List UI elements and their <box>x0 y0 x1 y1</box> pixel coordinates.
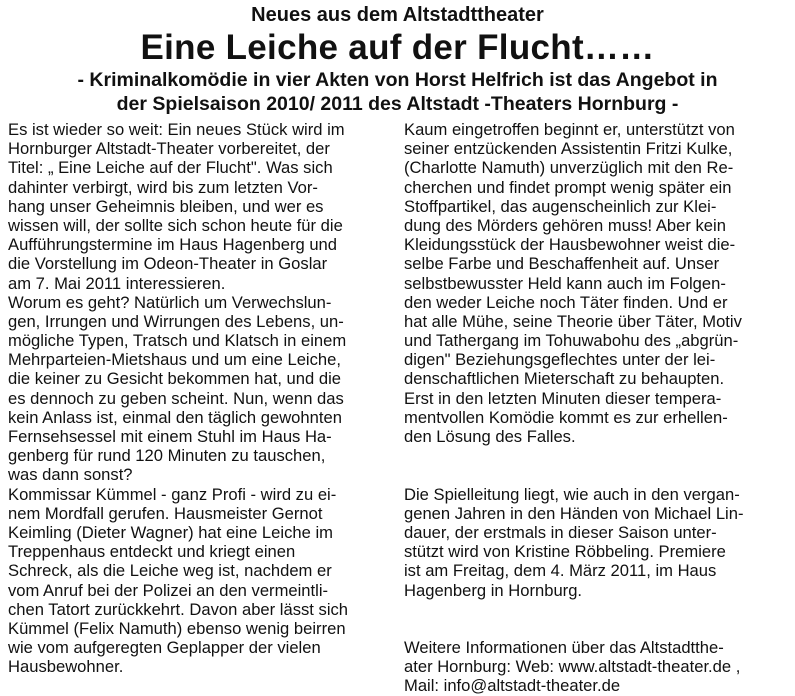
text-line: mentvollen Komödie kommt es zur erhellen- <box>404 407 728 427</box>
text-line: Kleidungsstück der Hausbewohner weist die- <box>404 235 736 255</box>
headline: Eine Leiche auf der Flucht…… <box>140 28 655 67</box>
text-line: nem Mordfall gerufen. Hausmeister Gernot <box>8 503 323 523</box>
article-header <box>0 0 795 116</box>
right-column <box>404 120 784 696</box>
text-line: kein Anlass ist, einmal den täglich gewohnten <box>8 407 342 427</box>
kicker: Neues aus dem Altstadttheater <box>251 4 544 26</box>
text-line: Weitere Informationen über das Altstadtthe- <box>404 638 724 658</box>
text-line: denschaftlichen Mieterschaft zu behaupten. <box>404 369 725 389</box>
text-line: selbstbewusster Held kann auch im Folgen- <box>404 273 726 293</box>
text-line: Schreck, als die Leiche weg ist, nachdem er <box>8 561 332 581</box>
text-line: mögliche Typen, Tratsch und Klatsch in einem <box>8 331 347 351</box>
text-line: Worum es geht? Natürlich um Verwechslun- <box>8 292 332 312</box>
text-line: ater Hornburg: Web: www.altstadt-theater.de , <box>404 657 741 677</box>
text-line: dauer, der erstmals in dieser Saison unter- <box>404 522 717 542</box>
subline-line-2: der Spielsaison 2010/ 2011 des Altstadt -Theaters Hornburg - <box>116 93 679 115</box>
text-line: (Charlotte Namuth) unverzüglich mit den Re- <box>404 158 734 178</box>
text-line: Stoffpartikel, das augenscheinlich zur Klei- <box>404 196 717 216</box>
text-line: Treppenhaus entdeckt und kriegt einen <box>8 542 296 562</box>
text-line: Kommissar Kümmel - ganz Profi - wird zu ei- <box>8 484 337 504</box>
text-line: und Tathergang im Tohuwabohu des „abgrün- <box>404 331 739 351</box>
text-line: Keimling (Dieter Wagner) hat eine Leiche im <box>8 522 333 542</box>
text-line: Mail: info@altstadt-theater.de <box>404 676 621 696</box>
text-line: den Lösung des Falles. <box>404 427 576 446</box>
text-line: Mehrparteien-Mietshaus und um eine Leiche, <box>8 350 341 370</box>
text-line: genberg für rund 120 Minuten zu tauschen, <box>8 446 326 466</box>
text-line: Die Spielleitung liegt, wie auch in den vergan- <box>404 484 740 504</box>
text-line: ist am Freitag, dem 4. März 2011, im Haus <box>404 561 717 581</box>
text-line: Titel: „ Eine Leiche auf der Flucht". Was sich <box>8 158 333 178</box>
text-line: digen" Beziehungsgeflechtes unter der lei- <box>404 350 716 370</box>
text-line: Fernsehsessel mit einem Stuhl im Haus Ha- <box>8 427 332 446</box>
text-line: Aufführungstermine im Haus Hagenberg und <box>8 235 337 255</box>
text-line: gen, Irrungen und Wirrungen des Lebens, un- <box>8 311 344 331</box>
text-line: chen Tatort zurückkehrt. Davon aber lässt sich <box>8 599 349 619</box>
paragraph-spacer <box>404 446 784 465</box>
text-line: vom Anruf bei der Polizei an den vermeintli- <box>8 580 329 600</box>
paragraph-finale <box>404 389 784 447</box>
text-line: dahinter verbirgt, wird bis zum letzten Vor- <box>8 177 318 197</box>
text-line: dung des Mörders gehören muss! Aber kein <box>404 215 726 235</box>
text-line: genen Jahren in den Händen von Michael Lin- <box>404 503 744 523</box>
text-line: wie vom aufgeregten Geplapper der vielen <box>8 638 321 658</box>
text-line: die keiner zu Gesicht bekommen hat, und die <box>8 369 341 389</box>
paragraph-investigation <box>404 120 784 389</box>
paragraph-spacer <box>404 600 784 619</box>
text-line: Hagenberg in Hornburg. <box>404 580 583 600</box>
paragraph-spacer <box>404 465 784 484</box>
text-line: wissen will, der sollte sich schon heute für die <box>8 215 343 235</box>
paragraph-contact <box>404 638 784 696</box>
text-line: Hornburger Altstadt-Theater vorbereitet, der <box>8 139 330 159</box>
text-line: cherchen und findet prompt wenig später ein <box>404 177 732 197</box>
text-line: Kaum eingetroffen beginnt er, unterstützt von <box>404 120 735 139</box>
text-line: selbe Farbe und Beschaffenheit auf. Unser <box>404 254 720 274</box>
subline-line-1: - Kriminalkomödie in vier Akten von Horst Helfrich ist das Angebot in <box>77 69 718 91</box>
text-line: hang unser Geheimnis bleiben, und wer es <box>8 196 324 216</box>
text-line: hat alle Mühe, seine Theorie über Täter, Motiv <box>404 311 742 331</box>
text-line: Erst in den letzten Minuten dieser tempera- <box>404 388 722 408</box>
paragraph-spacer <box>404 619 784 638</box>
left-column <box>8 120 386 676</box>
text-line: Es ist wieder so weit: Ein neues Stück wird im <box>8 120 345 139</box>
text-line: die Vorstellung im Odeon-Theater in Goslar <box>8 254 328 274</box>
text-line: am 7. Mai 2011 interessieren. <box>8 273 226 293</box>
text-line: was dann sonst? <box>8 465 133 485</box>
paragraph-intro <box>8 120 386 293</box>
text-line: Kümmel (Felix Namuth) ebenso wenig beirren <box>8 618 346 638</box>
paragraph-plot <box>8 293 386 485</box>
paragraph-direction <box>404 485 784 600</box>
text-line: den weder Leiche noch Täter finden. Und er <box>404 292 728 312</box>
paragraph-commissioner <box>8 485 386 677</box>
text-line: stützt wird von Kristine Röbbeling. Premiere <box>404 542 726 562</box>
text-line: seiner entzückenden Assistentin Fritzi Kulke, <box>404 139 733 159</box>
text-line: es dennoch zu geben scheint. Nun, wenn das <box>8 388 344 408</box>
text-line: Hausbewohner. <box>8 657 124 677</box>
